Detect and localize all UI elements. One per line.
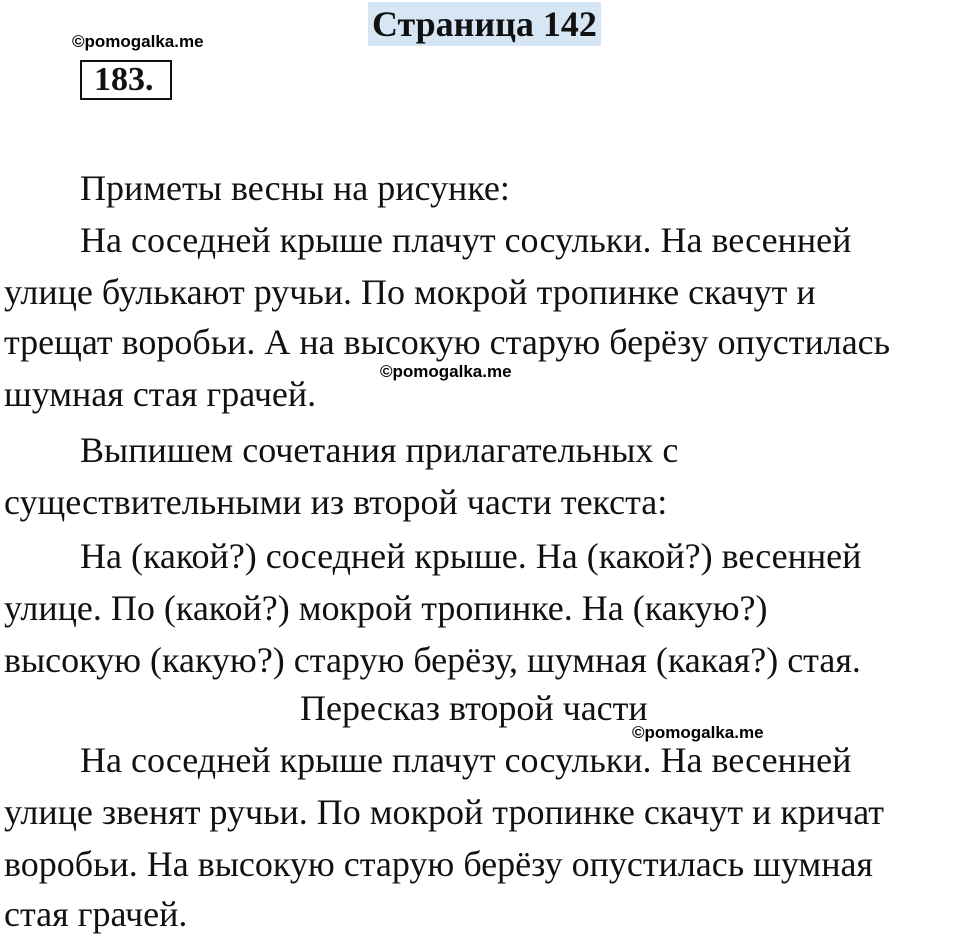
text-line: На (какой?) соседней крыше. На (какой?) весенней — [80, 536, 862, 576]
section-heading: Пересказ второй части — [300, 688, 648, 728]
text-line: улице звенят ручьи. По мокрой тропинке скачут и кричат — [4, 792, 885, 832]
text-line: стая грачей. — [4, 894, 188, 934]
watermark: ©pomogalka.me — [72, 32, 204, 51]
text-line: шумная стая грачей. — [4, 374, 317, 414]
text-line: улице. По (какой?) мокрой тропинке. На (какую?) — [4, 588, 768, 628]
text-line: существительными из второй части текста: — [4, 482, 668, 522]
watermark: ©pomogalka.me — [380, 362, 512, 381]
page-title: Страница 142 — [368, 2, 601, 46]
text-line: трещат воробьи. А на высокую старую берёзу опустилась — [4, 322, 891, 362]
watermark: ©pomogalka.me — [632, 723, 764, 742]
text-line: высокую (какую?) старую берёзу, шумная (какая?) стая. — [4, 640, 861, 680]
text-line: воробьи. На высокую старую берёзу опустилась шумная — [4, 844, 873, 884]
text-line: Выпишем сочетания прилагательных с — [80, 430, 679, 470]
text-line: Приметы весны на рисунке: — [80, 168, 510, 208]
text-line: улице булькают ручьи. По мокрой тропинке скачут и — [4, 272, 816, 312]
text-line: На соседней крыше плачут сосульки. На весенней — [80, 740, 852, 780]
text-line: На соседней крыше плачут сосульки. На весенней — [80, 220, 852, 260]
task-number-box: 183. — [80, 60, 172, 100]
